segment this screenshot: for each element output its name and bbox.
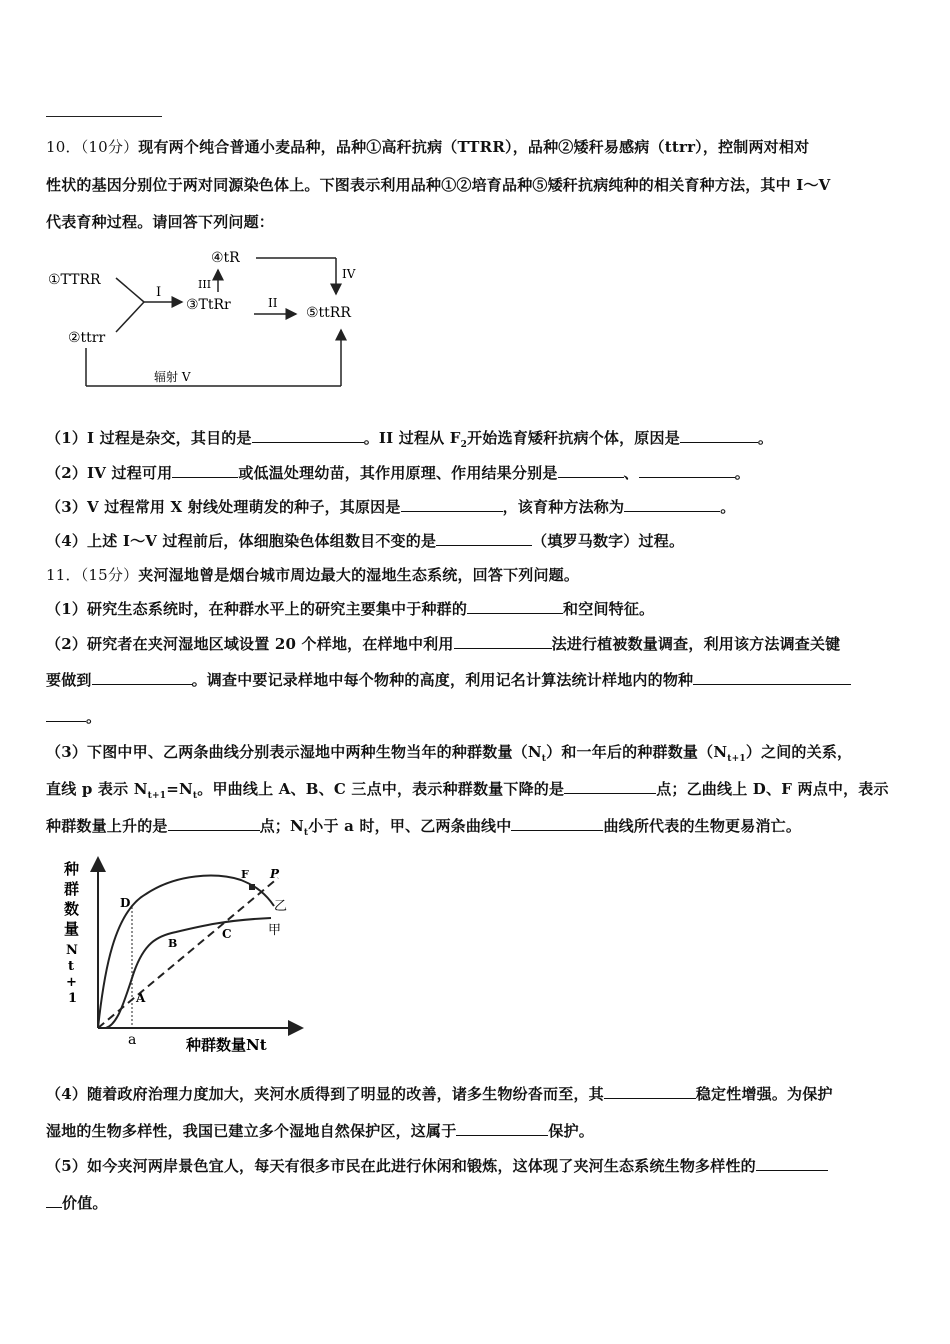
q10-number: 10． [46, 138, 81, 156]
q10-stem-line1: 10．（10分）现有两个纯合普通小麦品种，品种①高秆抗病（TTRR），品种②矮秆易感病（ttrr），控制两对相对 [46, 138, 810, 156]
svg-text:A: A [136, 991, 146, 1005]
svg-text:D: D [120, 896, 131, 910]
answer-blank[interactable] [511, 816, 603, 831]
svg-text:t: t [68, 959, 75, 974]
answer-blank[interactable] [558, 463, 624, 478]
svg-text:P: P [270, 867, 280, 881]
answer-blank[interactable] [454, 634, 552, 649]
answer-blank[interactable] [624, 497, 720, 512]
x-axis-label: 种群数量Nt [186, 1036, 267, 1054]
q10-sub1: （1）I 过程是杂交，其目的是 。II 过程从 $F_2$开始选育矮秆抗病个体，原因是 。 [46, 429, 774, 450]
answer-line-prev [46, 116, 162, 117]
breeding-diagram [46, 244, 366, 394]
svg-text:IV: IV [342, 267, 356, 281]
x-tick-a: a [128, 1032, 137, 1048]
svg-text:B: B [168, 937, 178, 950]
answer-blank[interactable] [564, 779, 656, 794]
answer-blank[interactable] [172, 463, 238, 478]
q11-sub3-line3: 种群数量上升的是 点；$N_t$小于 a 时，甲、乙两条曲线中 曲线所代表的生物更易消亡。 [46, 817, 802, 838]
svg-text:+: + [66, 975, 77, 990]
q11-sub2-line3: 。 [46, 707, 101, 727]
q10-sub3: （3）V 过程常用 X 射线处理萌发的种子，其原因是 ，该育种方法称为 。 [46, 498, 736, 516]
svg-text:C: C [222, 927, 232, 941]
q11-sub1: （1）研究生态系统时，在种群水平上的研究主要集中于种群的 和空间特征。 [46, 600, 655, 618]
answer-blank[interactable] [436, 531, 532, 546]
svg-text:数: 数 [64, 900, 80, 918]
svg-text:1: 1 [68, 991, 78, 1006]
svg-text:量: 量 [64, 920, 80, 938]
q11-sub5-line2: 价值。 [46, 1193, 108, 1213]
answer-blank[interactable] [168, 816, 260, 831]
q11-sub2-line2: 要做到 。调查中要记录样地中每个物种的高度，利用记名计算法统计样地内的物种 [46, 670, 851, 690]
q11-sub3-line1: （3）下图中甲、乙两条曲线分别表示湿地中两种生物当年的种群数量$(N_t)$和一年后的种群数量$(N_{t+1})$之间的关系， [46, 743, 853, 764]
answer-blank[interactable] [604, 1084, 696, 1099]
q11-sub4-line1: （4）随着政府治理力度加大，夹河水质得到了明显的改善，诸多生物纷沓而至，其 稳定性增强。为保护 [46, 1085, 833, 1103]
q10-score: （10分） [80, 138, 139, 156]
node-3: ③TtRr [186, 297, 231, 313]
answer-blank[interactable] [252, 428, 364, 443]
svg-text:N: N [66, 943, 78, 958]
node-2: ②ttrr [68, 330, 106, 346]
q11-sub5-line1: （5）如今夹河两岸景色宜人，每天有很多市民在此进行休闲和锻炼，这体现了夹河生态系统生物多样性的 [46, 1156, 828, 1176]
svg-text:辐射 V: 辐射 V [154, 370, 191, 384]
q11-score: （15分） [80, 566, 139, 584]
q11-stem: 11．（15分）夹河湿地曾是烟台城市周边最大的湿地生态系统，回答下列问题。 [46, 566, 580, 584]
answer-blank[interactable] [756, 1156, 828, 1171]
population-curve-chart [56, 852, 306, 1057]
curve-yi-label: 乙 [274, 899, 288, 914]
node-5: ⑤ttRR [306, 305, 351, 321]
q10-sub4: （4）上述 I～V 过程前后，体细胞染色体组数目不变的是 （填罗马数字）过程。 [46, 532, 685, 550]
q10-stem-line3: 代表育种过程。请回答下列问题： [46, 213, 275, 231]
answer-blank[interactable] [456, 1121, 548, 1136]
answer-blank[interactable] [467, 599, 563, 614]
q11-number: 11． [46, 566, 81, 584]
svg-text:I: I [156, 285, 162, 300]
q10-stem-line2: 性状的基因分别位于两对同源染色体上。下图表示利用品种①②培育品种⑤矮秆抗病纯种的相关育种方法，其中 I～V [46, 176, 831, 194]
svg-text:种: 种 [64, 860, 80, 878]
answer-blank[interactable] [92, 670, 192, 685]
answer-blank[interactable] [401, 497, 503, 512]
curve-jia-label: 甲 [268, 923, 282, 938]
answer-blank[interactable] [46, 707, 86, 722]
node-4: ④tR [211, 250, 240, 266]
svg-text:群: 群 [64, 880, 80, 898]
answer-blank[interactable] [639, 463, 735, 478]
svg-text:II: II [268, 296, 278, 310]
svg-text:F: F [241, 868, 249, 881]
svg-text:III: III [198, 278, 212, 291]
q11-sub4-line2: 湿地的生物多样性，我国已建立多个湿地自然保护区，这属于 保护。 [46, 1122, 595, 1140]
q11-sub3-line2: 直线 p 表示 $N_{t+1}=N_t$。甲曲线上 A、B、C 三点中，表示种群数量下降的是 点；乙曲线上 D、F 两点中，表示 [46, 780, 889, 801]
answer-blank[interactable] [680, 428, 758, 443]
q11-sub2-line1: （2）研究者在夹河湿地区域设置 20 个样地，在样地中利用 法进行植被数量调查，利用该方法调查关键 [46, 635, 841, 653]
answer-blank[interactable] [46, 1193, 62, 1208]
q10-sub2: （2）IV 过程可用 或低温处理幼苗，其作用原理、作用结果分别是 、 。 [46, 464, 750, 482]
answer-blank[interactable] [693, 670, 851, 685]
node-1: ①TTRR [48, 272, 101, 288]
